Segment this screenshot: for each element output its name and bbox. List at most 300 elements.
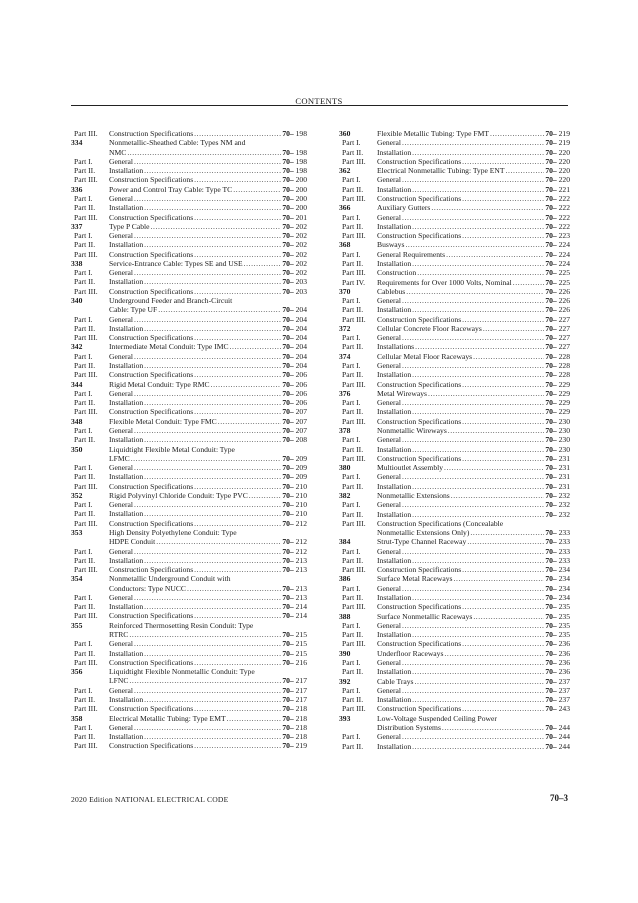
entry-title: General xyxy=(377,685,402,695)
page-prefix: 70– xyxy=(282,435,294,445)
leader-dots xyxy=(144,649,281,658)
page-prefix: 70– xyxy=(282,481,294,491)
part-label: Part I. xyxy=(342,361,361,371)
leader-dots xyxy=(412,667,544,676)
entry-title: HDPE Conduit xyxy=(109,537,156,547)
page-number: 202 xyxy=(295,258,307,268)
toc-part-entry xyxy=(71,482,307,491)
page-number: 226 xyxy=(558,286,570,296)
toc-part-entry xyxy=(339,278,570,287)
part-label: Part I. xyxy=(74,314,93,324)
page-header: CONTENTS xyxy=(295,96,343,106)
entry-title: Nonmetallic-Sheathed Cable: Types NM and xyxy=(109,138,246,148)
entry-title: Construction Specifications xyxy=(109,481,194,491)
entry-title: Installation xyxy=(109,472,144,482)
page-reference xyxy=(545,472,570,481)
entry-title: General xyxy=(377,732,402,742)
part-label: Part II. xyxy=(342,407,364,417)
toc-part-entry xyxy=(71,426,307,435)
toc-article-entry xyxy=(339,714,570,733)
page-reference xyxy=(545,667,570,676)
leader-dots xyxy=(134,352,281,361)
page-prefix: 70– xyxy=(282,351,294,361)
part-label: Part II. xyxy=(74,509,96,519)
page-reference xyxy=(545,463,570,472)
entry-title: Auxiliary Gutters xyxy=(377,203,431,213)
page-reference xyxy=(545,584,570,593)
toc-part-entry xyxy=(71,695,307,704)
leader-dots xyxy=(446,250,544,259)
page-reference xyxy=(545,704,570,713)
part-label: Part III. xyxy=(342,379,366,389)
page-reference xyxy=(282,259,307,268)
page-reference xyxy=(282,333,307,342)
leader-dots xyxy=(233,185,281,194)
article-number: 393 xyxy=(339,713,351,723)
leader-dots xyxy=(194,287,281,296)
part-label: Part II. xyxy=(74,648,96,658)
part-label: Part I. xyxy=(74,592,93,602)
page-prefix: 70– xyxy=(282,463,294,473)
page-reference xyxy=(282,305,307,314)
page-prefix: 70– xyxy=(282,741,294,751)
page-prefix: 70– xyxy=(282,184,294,194)
page-prefix: 70– xyxy=(545,333,557,343)
page-prefix: 70– xyxy=(282,193,294,203)
page-prefix: 70– xyxy=(545,277,557,287)
page-reference xyxy=(282,472,307,481)
leader-dots xyxy=(444,649,544,658)
toc-part-entry xyxy=(339,593,570,602)
entry-title: Installation xyxy=(109,555,144,565)
page-number: 209 xyxy=(295,472,307,482)
toc-part-entry xyxy=(339,510,570,519)
entry-title: Construction Specifications xyxy=(109,286,194,296)
entry-title: Underground Feeder and Branch-Circuit xyxy=(109,296,233,306)
page-number: 204 xyxy=(295,323,307,333)
entry-title: Construction Specifications xyxy=(109,129,194,138)
toc-part-entry xyxy=(71,333,307,342)
page-number: 220 xyxy=(558,175,570,185)
page-prefix: 70– xyxy=(545,667,557,677)
toc-article-entry xyxy=(71,491,307,500)
part-label: Part III. xyxy=(74,286,98,296)
leader-dots xyxy=(134,500,281,509)
article-number: 337 xyxy=(71,221,83,231)
page-number: 220 xyxy=(558,156,570,166)
entry-title: Construction Specifications xyxy=(109,611,194,621)
page-number: 206 xyxy=(295,379,307,389)
leader-dots xyxy=(412,445,544,454)
part-label: Part II. xyxy=(74,732,96,742)
entry-title: General xyxy=(377,175,402,185)
page-reference xyxy=(545,222,570,231)
part-label: Part II. xyxy=(342,305,364,315)
page-number: 198 xyxy=(295,156,307,166)
leader-dots xyxy=(194,250,281,259)
leader-dots xyxy=(144,324,281,333)
page-number: 209 xyxy=(295,463,307,473)
page-prefix: 70– xyxy=(545,676,557,686)
page-number: 227 xyxy=(558,323,570,333)
page-reference xyxy=(282,194,307,203)
toc-part-entry xyxy=(71,287,307,296)
page-reference xyxy=(282,185,307,194)
toc-part-entry xyxy=(71,157,307,166)
article-number: 390 xyxy=(339,648,351,658)
page-prefix: 70– xyxy=(282,472,294,482)
page-number: 213 xyxy=(295,592,307,602)
page-reference xyxy=(545,528,570,537)
entry-title: General xyxy=(377,472,402,482)
toc-part-entry xyxy=(339,361,570,370)
toc-part-entry xyxy=(71,639,307,648)
toc-part-entry xyxy=(71,472,307,481)
toc-article-entry xyxy=(339,352,570,361)
entry-title: Construction Specifications xyxy=(109,212,194,222)
leader-dots xyxy=(402,686,544,695)
toc-part-entry xyxy=(339,333,570,342)
toc-part-entry xyxy=(339,658,570,667)
page-prefix: 70– xyxy=(282,314,294,324)
leader-dots xyxy=(194,482,281,491)
page-number: 236 xyxy=(558,667,570,677)
entry-title: Cellular Concrete Floor Raceways xyxy=(377,323,482,333)
leader-dots xyxy=(406,287,544,296)
page-prefix: 70– xyxy=(545,565,557,575)
entry-title: Service-Entrance Cable: Types SE and USE xyxy=(109,258,243,268)
page-number: 218 xyxy=(295,732,307,742)
page-number: 222 xyxy=(558,212,570,222)
page-reference xyxy=(545,175,570,184)
entry-title: Multioutlet Assembly xyxy=(377,463,444,473)
page-reference xyxy=(545,148,570,157)
part-label: Part I. xyxy=(74,351,93,361)
part-label: Part I. xyxy=(342,296,361,306)
toc-part-entry xyxy=(339,213,570,222)
leader-dots xyxy=(144,602,281,611)
leader-dots xyxy=(490,129,544,138)
part-label: Part III. xyxy=(74,565,98,575)
leader-dots xyxy=(144,732,281,741)
page-number: 210 xyxy=(295,509,307,519)
part-label: Part III. xyxy=(342,639,366,649)
toc-part-entry xyxy=(339,148,570,157)
part-label: Part III. xyxy=(342,565,366,575)
page-number: 198 xyxy=(295,129,307,138)
toc-part-entry xyxy=(71,732,307,741)
toc-part-entry xyxy=(71,352,307,361)
page-number: 210 xyxy=(295,500,307,510)
toc-part-entry xyxy=(339,704,570,713)
page-reference xyxy=(282,509,307,518)
article-number: 378 xyxy=(339,426,351,435)
page-prefix: 70– xyxy=(282,602,294,612)
page-reference xyxy=(282,556,307,565)
toc-part-entry xyxy=(71,203,307,212)
toc-part-entry xyxy=(71,547,307,556)
page-reference xyxy=(545,677,570,686)
part-label: Part I. xyxy=(74,231,93,241)
part-label: Part I. xyxy=(74,388,93,398)
entry-title: Installation xyxy=(109,360,144,370)
toc-part-entry xyxy=(71,277,307,286)
part-label: Part II. xyxy=(342,481,364,491)
page-number: 218 xyxy=(295,713,307,723)
toc-article-entry xyxy=(71,667,307,686)
page-number: 235 xyxy=(558,602,570,612)
part-label: Part II. xyxy=(342,184,364,194)
entry-title: Construction Specifications xyxy=(377,156,462,166)
entry-title: Installation xyxy=(377,147,412,157)
entry-title: Installation xyxy=(109,203,144,213)
page-number: 204 xyxy=(295,351,307,361)
page-prefix: 70– xyxy=(282,676,294,686)
page-reference xyxy=(282,203,307,212)
page-reference xyxy=(545,491,570,500)
leader-dots xyxy=(470,528,544,537)
page-prefix: 70– xyxy=(282,342,294,352)
page-reference xyxy=(282,565,307,574)
page-prefix: 70– xyxy=(545,305,557,315)
page-reference xyxy=(282,676,307,685)
leader-dots xyxy=(249,491,282,500)
page-prefix: 70– xyxy=(282,360,294,370)
toc-part-entry xyxy=(71,129,307,138)
entry-title: Rigid Metal Conduit: Type RMC xyxy=(109,379,210,389)
leader-dots xyxy=(134,686,281,695)
entry-title: Strut-Type Channel Raceway xyxy=(377,537,467,547)
page-number: 233 xyxy=(558,546,570,556)
page-number: 204 xyxy=(295,314,307,324)
toc-part-entry xyxy=(339,315,570,324)
entry-title: Installation xyxy=(109,509,144,519)
part-label: Part II. xyxy=(342,509,364,519)
page-number: 217 xyxy=(295,676,307,686)
part-label: Part III. xyxy=(74,611,98,621)
entry-title: Installation xyxy=(377,593,412,603)
page-prefix: 70– xyxy=(282,639,294,649)
leader-dots xyxy=(144,556,281,565)
page-reference xyxy=(282,537,307,546)
entry-title: Installation xyxy=(377,370,412,380)
page-number: 214 xyxy=(295,602,307,612)
entry-title: Flexible Metal Conduit: Type FMC xyxy=(109,416,217,426)
page-prefix: 70– xyxy=(282,546,294,556)
leader-dots xyxy=(473,352,544,361)
entry-title: Liquidtight Flexible Nonmetallic Conduit: Type xyxy=(109,667,255,677)
entry-title: Distribution Systems xyxy=(377,722,441,732)
toc-part-entry xyxy=(339,639,570,648)
page-prefix: 70– xyxy=(545,323,557,333)
entry-title: Cable: Type UF xyxy=(109,305,158,315)
part-label: Part I. xyxy=(74,156,93,166)
leader-dots xyxy=(402,435,544,444)
page-number: 230 xyxy=(558,444,570,454)
page-prefix: 70– xyxy=(282,166,294,176)
entry-title: Installation xyxy=(377,258,412,268)
leader-dots xyxy=(402,296,544,305)
page-prefix: 70– xyxy=(545,490,557,500)
page-prefix: 70– xyxy=(545,611,557,621)
leader-dots xyxy=(451,491,545,500)
leader-dots xyxy=(144,695,281,704)
toc-part-entry xyxy=(339,630,570,639)
page-number: 228 xyxy=(558,351,570,361)
leader-dots xyxy=(483,324,545,333)
page-reference xyxy=(545,417,570,426)
page-reference xyxy=(282,361,307,370)
leader-dots xyxy=(194,129,281,138)
leader-dots xyxy=(134,157,281,166)
page-number: 203 xyxy=(295,286,307,296)
leader-dots xyxy=(402,621,544,630)
page-prefix: 70– xyxy=(282,425,294,435)
page-number: 235 xyxy=(558,611,570,621)
entry-title: High Density Polyethylene Conduit: Type xyxy=(109,528,237,537)
page-prefix: 70– xyxy=(545,258,557,268)
page-prefix: 70– xyxy=(282,555,294,565)
entry-title: Installations xyxy=(377,342,415,352)
part-label: Part II. xyxy=(342,630,364,640)
toc-article-entry xyxy=(339,649,570,658)
page-prefix: 70– xyxy=(545,481,557,491)
part-label: Part III. xyxy=(74,249,98,259)
article-number: 388 xyxy=(339,611,351,621)
page-prefix: 70– xyxy=(282,732,294,742)
part-label: Part I. xyxy=(74,193,93,203)
page-reference xyxy=(282,435,307,444)
entry-title: General xyxy=(109,425,134,435)
page-prefix: 70– xyxy=(545,732,557,742)
page-reference xyxy=(282,732,307,741)
page-number: 207 xyxy=(295,425,307,435)
page-number: 220 xyxy=(558,147,570,157)
leader-dots xyxy=(462,194,544,203)
entry-title: General xyxy=(377,435,402,445)
page-reference xyxy=(282,370,307,379)
leader-dots xyxy=(134,231,281,240)
page-prefix: 70– xyxy=(545,639,557,649)
entry-title: General xyxy=(377,500,402,510)
entry-title: Liquidtight Flexible Metal Conduit: Type xyxy=(109,444,235,454)
page-reference xyxy=(282,352,307,361)
page-reference xyxy=(282,315,307,324)
page-number: 202 xyxy=(295,249,307,259)
page-reference xyxy=(282,547,307,556)
page-number: 222 xyxy=(558,193,570,203)
article-number: 348 xyxy=(71,416,83,426)
page-prefix: 70– xyxy=(282,509,294,519)
page-number: 233 xyxy=(558,528,570,538)
page-reference xyxy=(282,704,307,713)
toc-part-entry xyxy=(339,194,570,203)
page-prefix: 70– xyxy=(545,583,557,593)
toc-part-entry xyxy=(339,268,570,277)
page-number: 219 xyxy=(558,129,570,138)
part-label: Part II. xyxy=(74,166,96,176)
leader-dots xyxy=(194,370,281,379)
toc-part-entry xyxy=(339,454,570,463)
page-number: 236 xyxy=(558,639,570,649)
entry-title: General xyxy=(377,546,402,556)
toc-part-entry xyxy=(339,231,570,240)
page-number: 201 xyxy=(295,212,307,222)
page-number: 204 xyxy=(295,342,307,352)
page-prefix: 70– xyxy=(545,648,557,658)
toc-part-entry xyxy=(339,398,570,407)
leader-dots xyxy=(144,361,281,370)
page-reference xyxy=(282,723,307,732)
leader-dots xyxy=(412,305,544,314)
entry-title: Conductors: Type NUCC xyxy=(109,583,186,593)
leader-dots xyxy=(134,315,281,324)
part-label: Part I. xyxy=(342,249,361,259)
leader-dots xyxy=(144,166,281,175)
leader-dots xyxy=(462,602,544,611)
entry-title: Installation xyxy=(109,435,144,445)
part-label: Part I. xyxy=(342,175,361,185)
page-reference xyxy=(282,157,307,166)
page-number: 204 xyxy=(295,333,307,343)
entry-title: General Requirements xyxy=(377,249,446,259)
page-prefix: 70– xyxy=(282,240,294,250)
entry-title: General xyxy=(109,463,134,473)
part-label: Part I. xyxy=(74,639,93,649)
entry-title: General xyxy=(377,398,402,408)
page-number: 200 xyxy=(295,203,307,213)
page-number: 212 xyxy=(295,537,307,547)
toc-column-right xyxy=(339,129,570,751)
leader-dots xyxy=(405,240,544,249)
page-reference xyxy=(545,742,570,751)
toc-article-entry xyxy=(339,166,570,175)
leader-dots xyxy=(402,732,544,741)
part-label: Part III. xyxy=(74,370,98,380)
entry-title: General xyxy=(109,592,134,602)
part-label: Part I. xyxy=(74,685,93,695)
page-prefix: 70– xyxy=(282,704,294,714)
part-label: Part I. xyxy=(342,138,361,148)
leader-dots xyxy=(402,333,544,342)
toc-article-entry xyxy=(339,491,570,500)
article-number: 344 xyxy=(71,379,83,389)
toc-part-entry xyxy=(71,398,307,407)
toc-part-entry xyxy=(71,213,307,222)
entry-title: General xyxy=(109,314,134,324)
toc-article-entry xyxy=(339,612,570,621)
toc-article-entry xyxy=(339,129,570,138)
toc-part-entry xyxy=(71,435,307,444)
entry-title: Nonmetallic Extensions xyxy=(377,490,450,500)
entry-title: Electrical Metallic Tubing: Type EMT xyxy=(109,713,226,723)
toc-part-entry xyxy=(71,324,307,333)
part-label: Part I. xyxy=(74,546,93,556)
leader-dots xyxy=(412,593,544,602)
page-number: 207 xyxy=(295,416,307,426)
part-label: Part I. xyxy=(342,583,361,593)
page-prefix: 70– xyxy=(545,407,557,417)
entry-title: Installation xyxy=(109,694,144,704)
part-label: Part III. xyxy=(342,518,366,528)
toc-part-entry xyxy=(339,222,570,231)
page-number: 225 xyxy=(558,277,570,287)
leader-dots xyxy=(402,398,544,407)
page-number: 230 xyxy=(558,416,570,426)
page-reference xyxy=(545,649,570,658)
part-label: Part III. xyxy=(342,453,366,463)
part-label: Part II. xyxy=(342,593,364,603)
